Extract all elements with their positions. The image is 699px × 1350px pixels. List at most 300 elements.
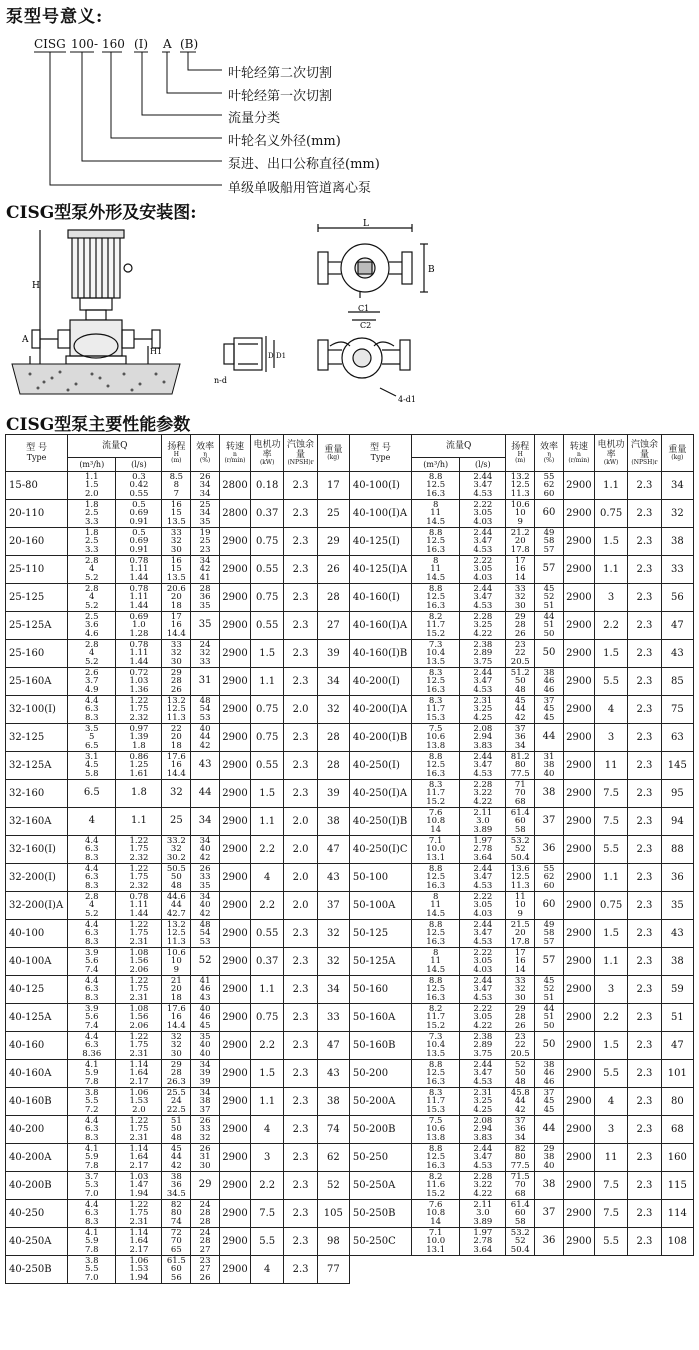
cell-head-value: 80	[514, 760, 526, 771]
cell-flow-ls-value: 2.17	[129, 1160, 149, 1171]
cell-flow-ls-value: 2.11	[473, 807, 493, 818]
cell-flow-ls-value: 4.22	[473, 796, 493, 807]
cell-flow-m3h-value: 12.5	[426, 872, 446, 883]
cell-head-value: 16	[514, 956, 526, 967]
cell-weight: 59	[661, 976, 693, 1004]
cell-flow-ls	[460, 780, 506, 808]
cell-flow-ls-value: 1.44	[129, 908, 149, 919]
cell-power: 0.55	[251, 556, 284, 584]
cell-head-value: 32	[170, 1031, 182, 1042]
cell-speed: 2900	[563, 948, 594, 976]
cell-flow-m3h-value: 8.2	[428, 1171, 443, 1182]
cell-head-value: 14.4	[166, 1020, 186, 1031]
cell-flow-m3h-value: 2.5	[85, 536, 99, 547]
cell-head	[162, 500, 191, 528]
cell-npsh: 2.3	[628, 808, 661, 836]
cell-head-value: 17.6	[166, 751, 186, 762]
cell-efficiency	[191, 1228, 220, 1256]
cell-efficiency-value: 60	[542, 507, 556, 519]
cell-efficiency-value: 46	[543, 1068, 555, 1079]
cell-head-value: 16	[170, 1012, 182, 1023]
header-flow-m3h: (m³/h)	[68, 458, 116, 472]
cell-efficiency-value: 33	[199, 872, 211, 883]
cell-head-value: 50.5	[166, 863, 186, 874]
cell-flow-m3h	[68, 1228, 116, 1256]
cell-head-value: 77.5	[510, 1160, 530, 1171]
cell-head-value: 13.2	[166, 695, 186, 706]
cell-power: 2.2	[594, 612, 627, 640]
cell-flow-m3h-value: 3.9	[85, 1003, 99, 1014]
cell-head	[162, 472, 191, 500]
cell-flow-ls-value: 1.22	[129, 1115, 149, 1126]
table-row	[6, 808, 694, 836]
cell-flow-ls	[116, 1200, 162, 1228]
cell-head-value: 42.7	[166, 908, 186, 919]
cell-head-value: 28	[170, 1068, 182, 1079]
cell-head	[506, 892, 535, 920]
cell-efficiency-value: 51	[543, 620, 555, 631]
cell-speed: 2900	[219, 780, 250, 808]
cell-flow-ls-value: 2.0	[132, 1104, 146, 1115]
cell-flow-ls	[460, 752, 506, 780]
cell-model: 32-125	[6, 724, 68, 752]
definition-second-cut: 叶轮经第二次切割	[228, 66, 333, 81]
cell-head-value: 29	[514, 611, 526, 622]
cell-flow-m3h-value: 8	[432, 947, 439, 958]
cell-efficiency-value: 45	[543, 704, 555, 715]
cell-flow-m3h-value: 5.2	[85, 656, 99, 667]
table-row	[6, 864, 694, 892]
cell-head-value: 38	[170, 1171, 182, 1182]
cell-flow-m3h	[412, 668, 460, 696]
cell-speed: 2900	[219, 528, 250, 556]
cell-head-value: 32	[514, 984, 526, 995]
cell-speed: 2900	[563, 556, 594, 584]
cell-efficiency-value: 34	[198, 815, 212, 827]
cell-efficiency-value: 37	[543, 695, 555, 706]
cell-power: 3	[594, 724, 627, 752]
cell-flow-m3h	[68, 1004, 116, 1032]
cell-flow-ls-value: 4.53	[473, 768, 493, 779]
cell-flow-m3h-value: 2.8	[85, 639, 99, 650]
cell-flow-ls-value: 2.44	[473, 471, 493, 482]
cell-flow-ls-value: 2.94	[473, 732, 493, 743]
cell-efficiency-value: 34	[199, 488, 211, 499]
cell-head-value: 45	[514, 695, 526, 706]
cell-efficiency-value: 32	[199, 1132, 211, 1143]
cell-model: 40-125A	[6, 1004, 68, 1032]
cell-efficiency-value: 42	[199, 564, 211, 575]
cell-flow-m3h	[68, 752, 116, 780]
cell-flow-ls	[116, 864, 162, 892]
cell-efficiency-value: 52	[543, 984, 555, 995]
table-row	[6, 1172, 694, 1200]
cell-npsh: 2.3	[628, 1060, 661, 1088]
cell-flow-ls-value: 4.53	[473, 880, 493, 891]
cell-head-value: 25	[169, 815, 183, 827]
cell-head	[506, 724, 535, 752]
cell-flow-ls	[116, 780, 162, 808]
cell-flow-ls-value: 2.28	[473, 1171, 493, 1182]
cell-npsh: 2.3	[628, 556, 661, 584]
cell-head-value: 10	[514, 508, 526, 519]
cell-speed: 2900	[563, 668, 594, 696]
cell-flow-ls-value: 0.72	[129, 667, 149, 678]
cell-head	[506, 1144, 535, 1172]
cell-efficiency-value: 40	[543, 1160, 555, 1171]
cell-flow-ls-value: 1.22	[129, 1031, 149, 1042]
cell-speed: 2900	[219, 808, 250, 836]
cell-power: 0.75	[251, 696, 284, 724]
cell-npsh: 2.3	[628, 500, 661, 528]
cell-flow-m3h	[68, 500, 116, 528]
cell-flow-m3h-value: 13.8	[426, 740, 446, 751]
cell-head-value: 18	[170, 740, 182, 751]
cell-head-value: 44.6	[166, 891, 186, 902]
cell-head-value: 45.8	[510, 1087, 530, 1098]
cell-flow-m3h-value: 15.2	[426, 796, 446, 807]
cell-power: 1.1	[251, 976, 284, 1004]
cell-model: 25-160A	[6, 668, 68, 696]
cell-speed: 2900	[563, 1172, 594, 1200]
cell-flow-ls-value: 1.75	[129, 984, 149, 995]
cell-efficiency-value: 45	[543, 1104, 555, 1115]
cell-flow-ls-value: 2.06	[129, 964, 149, 975]
cell-efficiency	[191, 1060, 220, 1088]
cell-flow-ls	[116, 808, 162, 836]
cell-head	[162, 1060, 191, 1088]
cell-efficiency-value: 41	[199, 572, 211, 583]
cell-flow-m3h-value: 10.8	[426, 816, 446, 827]
cell-flow-m3h-value: 8	[432, 555, 439, 566]
cell-model: 50-250A	[349, 1172, 411, 1200]
cell-head-value: 36	[514, 732, 526, 743]
cell-head-value: 24	[170, 1096, 182, 1107]
cell-model: 40-160(I)B	[349, 640, 411, 668]
cell-flow-ls-value: 2.22	[473, 499, 493, 510]
cell-flow-m3h-value: 8.8	[428, 1059, 443, 1070]
cell-weight: 37	[317, 892, 349, 920]
cell-efficiency	[535, 556, 564, 584]
cell-power: 1.1	[594, 864, 627, 892]
cell-head-value: 17	[514, 555, 526, 566]
cell-flow-ls-value: 1.0	[132, 620, 146, 631]
cell-head-value: 34	[514, 1132, 526, 1143]
cell-head-value: 32	[169, 787, 183, 799]
cell-head	[162, 808, 191, 836]
cell-efficiency-value: 45	[543, 583, 555, 594]
cell-flow-m3h-value: 11.7	[426, 704, 446, 715]
cell-head-value: 22	[514, 1040, 526, 1051]
cell-npsh: 2.3	[628, 892, 661, 920]
cell-head-value: 9	[173, 964, 180, 975]
cell-head-value: 10	[514, 900, 526, 911]
cell-flow-ls-value: 1.03	[129, 1171, 149, 1182]
cell-head-value: 44	[170, 900, 182, 911]
cell-model: 15-80	[6, 472, 68, 500]
cell-model: 50-160A	[349, 1004, 411, 1032]
cell-weight: 33	[317, 1004, 349, 1032]
cell-efficiency-value: 44	[543, 1003, 555, 1014]
cell-speed: 2900	[563, 472, 594, 500]
cell-efficiency-value: 51	[543, 992, 555, 1003]
cell-flow-m3h-value: 16.3	[426, 1160, 446, 1171]
cell-npsh: 2.3	[284, 1200, 317, 1228]
cell-speed: 2900	[219, 1144, 250, 1172]
cell-efficiency-value: 25	[199, 499, 211, 510]
cell-head-value: 42	[514, 1104, 526, 1115]
cell-efficiency-value: 44	[542, 1123, 556, 1135]
cell-flow-ls	[116, 668, 162, 696]
cell-flow-ls	[460, 696, 506, 724]
cell-efficiency-value: 34	[199, 1087, 211, 1098]
cell-head-value: 65	[170, 1244, 182, 1255]
cell-weight: 62	[317, 1144, 349, 1172]
cell-efficiency	[535, 836, 564, 864]
cell-flow-ls-value: 2.32	[129, 852, 149, 863]
cell-npsh: 2.3	[628, 1032, 661, 1060]
cell-flow-m3h-value: 3.5	[85, 723, 99, 734]
cell-speed: 2900	[563, 864, 594, 892]
cell-power: 7.5	[594, 808, 627, 836]
cell-speed: 2900	[219, 948, 250, 976]
cell-efficiency-value: 46	[543, 684, 555, 695]
cell-efficiency	[191, 780, 220, 808]
table-row	[6, 1060, 694, 1088]
cell-efficiency	[535, 500, 564, 528]
cell-flow-m3h-value: 16.3	[426, 768, 446, 779]
cell-flow-m3h-value: 4.4	[85, 919, 99, 930]
cell-efficiency-value: 44	[543, 611, 555, 622]
cell-model: 40-200(I)	[349, 668, 411, 696]
table-row	[6, 472, 694, 500]
cell-flow-m3h-value: 16.3	[426, 544, 446, 555]
cell-model: 40-100(I)A	[349, 500, 411, 528]
cell-flow-m3h-value: 7.0	[85, 1272, 99, 1283]
cell-flow-m3h	[68, 892, 116, 920]
cell-flow-ls-value: 1.75	[129, 704, 149, 715]
table-row	[6, 752, 694, 780]
cell-efficiency	[191, 864, 220, 892]
cell-efficiency	[191, 808, 220, 836]
cell-head	[162, 920, 191, 948]
cell-head-value: 30	[170, 1048, 182, 1059]
cell-head-value: 80	[170, 1208, 182, 1219]
cell-flow-ls-value: 3.89	[473, 1216, 493, 1227]
cell-power: 1.5	[594, 640, 627, 668]
table-row	[6, 724, 694, 752]
cell-flow-ls-value: 3.0	[476, 816, 490, 827]
cell-flow-ls-value: 1.64	[129, 1236, 149, 1247]
cell-head-value: 10	[170, 956, 182, 967]
cell-power: 1.5	[594, 1032, 627, 1060]
cell-flow-m3h-value: 1.5	[85, 480, 99, 491]
cell-head	[506, 1032, 535, 1060]
cell-head-value: 11.3	[166, 936, 186, 947]
cell-flow-m3h	[412, 724, 460, 752]
cell-flow-m3h-value: 3.3	[85, 544, 99, 555]
cell-efficiency	[191, 584, 220, 612]
cell-power: 1.1	[251, 668, 284, 696]
cell-flow-m3h-value: 11.7	[426, 620, 446, 631]
cell-efficiency	[535, 584, 564, 612]
cell-efficiency-value: 23	[199, 544, 211, 555]
cell-head-value: 52	[514, 1236, 526, 1247]
cell-efficiency	[535, 948, 564, 976]
cell-flow-m3h	[68, 1032, 116, 1060]
cell-head	[506, 836, 535, 864]
cell-head-value: 16	[170, 555, 182, 566]
cell-flow-m3h-value: 16.3	[426, 488, 446, 499]
cell-power: 7.5	[594, 1200, 627, 1228]
cell-flow-ls-value: 1.75	[129, 1040, 149, 1051]
cell-efficiency	[535, 1200, 564, 1228]
cell-speed: 2900	[563, 500, 594, 528]
cell-efficiency-value: 49	[543, 527, 555, 538]
cell-head-value: 29	[170, 1059, 182, 1070]
header-power-right: 电机功率 (kW)	[594, 435, 627, 472]
cell-head-value: 12.5	[510, 872, 530, 883]
cell-efficiency-value: 38	[543, 667, 555, 678]
cell-weight: 35	[661, 892, 693, 920]
cell-speed: 2900	[563, 584, 594, 612]
cell-efficiency-value: 36	[542, 1235, 556, 1247]
cell-flow-m3h-value: 7.2	[85, 1104, 99, 1115]
cell-flow-m3h-value: 8.3	[85, 712, 99, 723]
cell-npsh: 2.3	[284, 780, 317, 808]
model-code-cut2: (B)	[180, 37, 199, 51]
cell-flow-m3h-value: 6.3	[85, 1040, 99, 1051]
cell-flow-ls-value: 3.05	[473, 564, 493, 575]
cell-flow-ls-value: 2.44	[473, 583, 493, 594]
cell-efficiency-value: 37	[199, 1104, 211, 1115]
table-row	[6, 500, 694, 528]
cell-weight: 47	[317, 836, 349, 864]
cell-npsh: 2.3	[284, 1256, 317, 1284]
cell-flow-m3h-value: 2.8	[85, 583, 99, 594]
cell-efficiency	[191, 500, 220, 528]
cell-flow-ls	[460, 500, 506, 528]
cell-weight: 33	[661, 556, 693, 584]
cell-efficiency-value: 24	[199, 1199, 211, 1210]
cell-flow-ls-value: 4.22	[473, 1020, 493, 1031]
model-code-dash: -	[94, 37, 99, 51]
cell-weight: 47	[661, 612, 693, 640]
cell-flow-ls	[460, 1004, 506, 1032]
table-row	[6, 836, 694, 864]
cell-efficiency-value: 35	[199, 516, 211, 527]
cell-flow-m3h	[68, 1172, 116, 1200]
cell-efficiency	[535, 696, 564, 724]
cell-power: 5.5	[251, 1228, 284, 1256]
cell-speed: 2900	[219, 836, 250, 864]
cell-efficiency-value: 30	[199, 1160, 211, 1171]
cell-weight: 34	[661, 472, 693, 500]
cell-flow-ls-value: 1.14	[129, 1143, 149, 1154]
cell-flow-m3h-value: 8	[432, 499, 439, 510]
cell-head-value: 10.6	[510, 499, 530, 510]
cell-flow-m3h-value: 11	[430, 900, 442, 911]
cell-efficiency	[535, 724, 564, 752]
cell-efficiency	[191, 1116, 220, 1144]
cell-flow-m3h	[68, 976, 116, 1004]
header-weight-right: 重量 (kg)	[661, 435, 693, 472]
cell-head-value: 17.8	[510, 936, 530, 947]
cell-flow-m3h	[68, 668, 116, 696]
cell-head	[506, 584, 535, 612]
cell-flow-ls	[460, 836, 506, 864]
cell-flow-ls-value: 2.44	[473, 919, 493, 930]
table-row	[6, 584, 694, 612]
cell-flow-m3h-value: 11	[430, 956, 442, 967]
cell-flow-m3h-value: 2.5	[85, 508, 99, 519]
cell-npsh: 2.0	[284, 864, 317, 892]
cell-flow-m3h-value: 13.1	[426, 852, 446, 863]
cell-flow-m3h-value: 7.1	[428, 835, 443, 846]
cell-flow-ls	[460, 976, 506, 1004]
cell-model: 40-250(I)C	[349, 836, 411, 864]
cell-power: 1.1	[251, 1088, 284, 1116]
cell-head-value: 36	[170, 1180, 182, 1191]
cell-speed: 2900	[219, 584, 250, 612]
cell-flow-ls	[460, 1228, 506, 1256]
cell-power: 4	[251, 864, 284, 892]
cell-flow-m3h-value: 8.3	[85, 880, 99, 891]
cell-flow-m3h-value: 8.3	[85, 1132, 99, 1143]
cell-head	[162, 640, 191, 668]
cell-head	[162, 780, 191, 808]
cell-efficiency-value: 51	[543, 1012, 555, 1023]
cell-flow-ls-value: 1.11	[129, 564, 149, 575]
cell-flow-ls	[116, 1228, 162, 1256]
cell-efficiency-value: 50	[543, 1020, 555, 1031]
cell-flow-m3h-value: 6.3	[85, 872, 99, 883]
cell-flow-ls	[460, 864, 506, 892]
cell-efficiency	[535, 1088, 564, 1116]
cell-head	[162, 1032, 191, 1060]
cell-head	[162, 1228, 191, 1256]
cell-flow-ls-value: 2.78	[473, 844, 493, 855]
cell-efficiency-value: 32	[199, 648, 211, 659]
cell-model: 25-125A	[6, 612, 68, 640]
cell-flow-ls-value: 4.03	[473, 572, 493, 583]
cell-flow-m3h-value: 16.3	[426, 880, 446, 891]
cell-flow-m3h-value: 5.6	[85, 956, 99, 967]
table-row	[6, 920, 694, 948]
cell-flow-ls-value: 3.47	[473, 592, 493, 603]
cell-flow-ls-value: 2.06	[129, 1020, 149, 1031]
cell-power: 1.5	[594, 920, 627, 948]
label-L: L	[363, 219, 369, 229]
cell-model: 25-110	[6, 556, 68, 584]
cell-head-value: 71.5	[510, 1171, 530, 1182]
cell-flow-ls-value: 3.47	[473, 1152, 493, 1163]
label-4-d1: 4-d1	[398, 395, 417, 404]
cell-speed: 2900	[563, 1032, 594, 1060]
cell-weight: 74	[317, 1116, 349, 1144]
cell-flow-ls	[116, 920, 162, 948]
cell-model: 40-125(I)A	[349, 556, 411, 584]
cell-efficiency-value: 45	[543, 1096, 555, 1107]
cell-flow-m3h-value: 8.3	[85, 936, 99, 947]
cell-weight: 88	[661, 836, 693, 864]
cell-flow-m3h-value: 14.5	[426, 572, 446, 583]
cell-flow-m3h-value: 5.5	[85, 1264, 99, 1275]
cell-power: 11	[594, 1144, 627, 1172]
cell-flow-m3h-value: 1.1	[85, 471, 99, 482]
cell-flow-ls	[116, 1172, 162, 1200]
cell-head-value: 20.5	[510, 1048, 530, 1059]
